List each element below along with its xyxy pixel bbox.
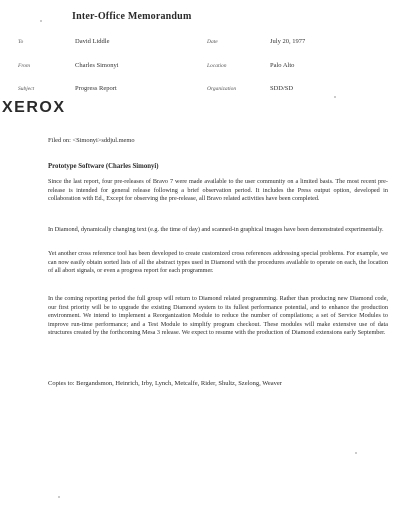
memo-title: Inter-Office Memorandum <box>72 11 192 22</box>
date-label: Date <box>207 39 218 45</box>
date-value: July 20, 1977 <box>270 38 306 45</box>
from-label: From <box>18 63 31 69</box>
scan-speck <box>355 452 357 454</box>
subject-label: Subject <box>18 86 35 92</box>
scan-speck <box>58 496 60 498</box>
location-label: Location <box>207 63 227 69</box>
paragraph-3: Yet another cross reference tool has been developed to create customized cross references addressing special problems. For example, we can now easily obtain sorted lists of all the abstract types used in Diamond with the procedures available to operate on each, the location of all abort signals, or even a progress report for each programmer. <box>48 250 388 275</box>
scan-speck <box>334 96 336 98</box>
section-title: Prototype Software (Charles Simonyi) <box>48 163 159 170</box>
organization-label: Organization <box>207 86 237 92</box>
from-value: Charles Simonyi <box>75 62 119 69</box>
organization-value: SDD/SD <box>270 85 294 92</box>
to-value: David Liddle <box>75 38 110 45</box>
paragraph-4: In the coming reporting period the full group will return to Diamond related programming. Rather than producing new Diamond code, our first priority will be to upgrade the existing Diamond system to its fullest performance potential, and to enhance the production environment. We intend to implement a Reorganization Module to reduce the number of compilations; a set of Service Modules to improve run-time performance; and a Test Module to simplify program checkout. These modules will make extensive use of data structures created by the forthcoming Mesa 3 release. We expect to resume with the production of Diamond extensions early September. <box>48 295 388 337</box>
copies-line: Copies to: Bergandsmon, Heinrich, Irby, Lynch, Metcalfe, Rider, Shultz, Szelong, Weaver <box>48 380 282 387</box>
paragraph-1: Since the last report, four pre-releases of Bravo 7 were made available to the user community on a limited basis. The most recent pre-release is intended for general release following a brief observation period. It includes the Press output option, developed in collaboration with Ed., Except for observing the pre-release, all Bravo related activities have been completed. <box>48 178 388 203</box>
to-label: To <box>18 39 24 45</box>
paragraph-2: In Diamond, dynamically changing text (e.g. the time of day) and scanned-in graphical images have been demonstrated experimentally. <box>48 226 384 233</box>
xerox-logo: XEROX <box>2 99 66 116</box>
filed-on-line: Filed on: <Simonyi>sddjul.memo <box>48 137 135 144</box>
scan-speck <box>40 20 42 22</box>
subject-value: Progress Report <box>75 85 117 92</box>
location-value: Palo Alto <box>270 62 295 69</box>
